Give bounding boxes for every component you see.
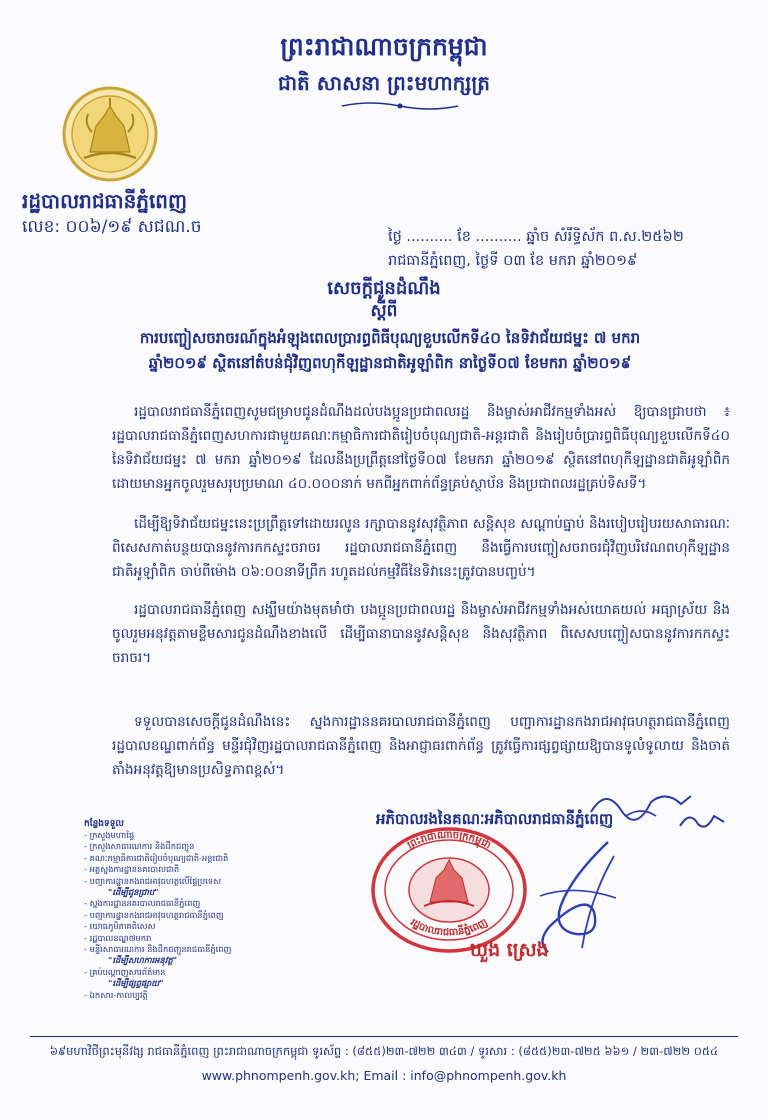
- subject-line-2: ឆ្នាំ២០១៩ ស្ថិតនៅតំបន់ជុំវិញពហុកីឡដ្ឋានជាតិអូឡាំពិក នាថ្ងៃទី០៧ ខែមករា ឆ្នាំ២០១៩: [148, 354, 632, 372]
- cc-list-item: - មន្ទីរសាធារណការ និងដឹកជញ្ជូនរាជធានីភ្នំពេញ: [84, 944, 232, 955]
- cc-list-item: - គ្រប់បណ្តាញសារព័ត៌មាន: [84, 966, 166, 977]
- phnom-penh-emblem-icon: [62, 86, 158, 182]
- handwritten-initial-icon: [676, 806, 728, 834]
- ornament-divider: [340, 100, 460, 112]
- national-motto: ជាតិ សាសនា ព្រះមហាក្សត្រ: [278, 71, 490, 95]
- cc-list-title: កន្លែងទទួល: [84, 819, 124, 829]
- footer-address: ៦៩មហាវិថីព្រះមុនីវង្ស រាជធានីភ្នំពេញ ព្រះរាជាណាចក្រកម្ពុជា ទូរស័ព្ទ : (៨៥៥)២៣-៧២២ ៣៤៣ / ទូរសារ : (៨៥៥)២៣-៧២៥ ៦៦១ / ២៣-៧២២ ០៥៤: [49, 1044, 719, 1058]
- cc-list: [84, 830, 231, 1001]
- seal-top-text: ព្រះរាជាណាចក្រកម្ពុជា: [405, 829, 493, 852]
- subject-line-1: ការបញ្ចៀសចរាចរណ៍ក្នុងអំឡុងពេលប្រារព្ធពិធីបុណ្យខួបលើកទី៤០ នៃទិវាជ័យជម្នះ ៧ មករា: [139, 329, 641, 347]
- cc-list-item: - ក្រសួងមហាផ្ទៃ: [84, 830, 135, 840]
- cc-list-item: - រដ្ឋបាលខណ្ឌ៧មករា: [84, 932, 152, 943]
- footer-web-email: www.phnompenh.gov.kh; Email : info@phnompenh.gov.kh: [201, 1068, 567, 1083]
- cc-list-item: - ក្រសួងសាធារណការ និងដឹកជញ្ជូន: [84, 841, 195, 852]
- cc-list-item: - គណៈកម្មាធិការជាតិរៀបចំបុណ្យជាតិ-អន្តរជាតិ: [84, 852, 229, 863]
- solar-date: រាជធានីភ្នំពេញ, ថ្ងៃទី ០៣ ខែ មករា ឆ្នាំ២០១៩: [388, 253, 638, 269]
- official-seal-icon: [370, 826, 528, 954]
- footer-divider: [30, 1036, 738, 1037]
- signatory-name: ឃួង ស្រេង: [470, 939, 549, 961]
- cc-list-item: "ដើម្បីសហការអនុវត្ត": [108, 955, 178, 966]
- issuing-authority: រដ្ឋបាលរាជធានីភ្នំពេញ: [22, 189, 188, 213]
- document-subject: [60, 326, 720, 376]
- cc-list-item: - បញ្ជាការដ្ឋានកងរាជអាវុធហត្ថរាជធានីភ្នំពេញ: [84, 909, 224, 920]
- cc-list-item: "ដើម្បីផ្សព្វផ្សាយ": [108, 978, 164, 989]
- cc-list-item: - យោធភូមិភាគពិសេស: [84, 921, 156, 932]
- body-paragraph-4: ទទួលបានសេចក្តីជូនដំណឹងនេះ ស្នងការដ្ឋាននគរបាលរាជធានីភ្នំពេញ បញ្ជាការដ្ឋានកងរាជអាវុធហត្ថរាជធានីភ្នំពេញ រដ្ឋបាលខណ្ឌពាក់ព័ន្ធ មន្ទីរជុំវិញរដ្ឋបាលរាជធានីភ្នំពេញ និងអាជ្ញាធរពាក់ព័ន្ធ ត្រូវធ្វើការផ្សព្វផ្សាយឱ្យបានទូលំទូលាយ និងចាត់តាំងអនុវត្តឱ្យមានប្រសិទ្ធភាពខ្ពស់។: [112, 714, 730, 778]
- lunar-date: ថ្ងៃ .......... ខែ .......... ឆ្នាំច សំរឹទ្ធិស័ក ព.ស.២៥៦២: [388, 229, 684, 245]
- body-paragraph-2: ដើម្បីឱ្យទិវាជ័យជម្នះនេះប្រព្រឹត្តទៅដោយរលូន រក្សាបាននូវសុវត្ថិភាព សន្តិសុខ សណ្តាប់ធ្នាប់ និងរបៀបរៀបរយសាធារណៈ ពិសេសកាត់បន្ថយបាននូវការកកស្ទះចរាចរ រដ្ឋបាលរាជធានីភ្នំពេញ នឹងធ្វើការបញ្ចៀសចរាចរជុំវិញបរិវេណពហុកីឡដ្ឋានជាតិអូឡាំពិក ចាប់ពីម៉ោង ០៦:០០នាទីព្រឹក រហូតដល់កម្មវិធីនៃទិវានេះត្រូវបានបញ្ចប់។: [112, 516, 730, 580]
- signatory-title: អភិបាលរងនៃគណៈអភិបាលរាជធានីភ្នំពេញ: [376, 810, 614, 828]
- about-label: ស្តីពី: [370, 301, 398, 321]
- document-title: សេចក្តីជូនដំណឹង: [327, 278, 441, 299]
- cc-list-item: - ស្នងការដ្ឋាននគរបាលរាជធានីភ្នំពេញ: [84, 898, 201, 909]
- body-paragraph-1: រដ្ឋបាលរាជធានីភ្នំពេញសូមជម្រាបជូនដំណឹងដល់បងប្អូនប្រជាពលរដ្ឋ និងម្ចាស់អាជីវកម្មទាំងអស់ ឱ្យបានជ្រាបថា ៖ រដ្ឋបាលរាជធានីភ្នំពេញសហការជាមួយគណៈកម្មាធិការជាតិរៀបចំបុណ្យជាតិ-អន្តរជាតិ និងរៀបចំប្រារព្ធពិធីបុណ្យខួបលើកទី៤០ នៃទិវាជ័យជម្នះ ៧ មករា ឆ្នាំ២០១៩ ដែលនឹងប្រព្រឹត្តនៅថ្ងៃទី០៧ ខែមករា ឆ្នាំ២០១៩ ស្ថិតនៅពហុកីឡដ្ឋានជាតិអូឡាំពិក ដោយមានអ្នកចូលរួមសរុបប្រមាណ ៤០.០០០នាក់ មកពីអ្នកពាក់ព័ន្ធគ្រប់ស្ថាប័ន និងប្រជាពលរដ្ឋគ្រប់ទិសទី។: [112, 404, 730, 492]
- cc-list-item: - អគ្គស្នងការដ្ឋាននគរបាលជាតិ: [84, 864, 180, 875]
- cc-list-item: - បញ្ជាការដ្ឋានកងរាជអាវុធហត្ថលើផ្ទៃប្រទេស: [84, 875, 221, 886]
- body-paragraph-3: រដ្ឋបាលរាជធានីភ្នំពេញ សង្ឃឹមយ៉ាងមុតមាំថា បងប្អូនប្រជាពលរដ្ឋ និងម្ចាស់អាជីវកម្មទាំងអស់យោគយល់ អធ្យាស្រ័យ និងចូលរួមអនុវត្តតាមខ្លឹមសារជូនដំណឹងខាងលើ ដើម្បីធានាបាននូវសន្តិសុខ និងសុវត្ថិភាព ពិសេសបញ្ចៀសបាននូវការកកស្ទះចរាចរ។: [112, 602, 730, 666]
- cc-list-item: - ឯកសារ-កាលប្បវត្តិ: [84, 989, 148, 1000]
- kingdom-heading: ព្រះរាជាណាចក្រកម្ពុជា: [280, 32, 488, 61]
- seal-bottom-text: រដ្ឋបាលរាជធានីភ្នំពេញ: [408, 916, 490, 939]
- cc-list-item: "ដើម្បីជូនជ្រាប": [108, 887, 159, 898]
- reference-number: លេខ: ០០៦/១៩ សជណ.ច: [22, 217, 202, 237]
